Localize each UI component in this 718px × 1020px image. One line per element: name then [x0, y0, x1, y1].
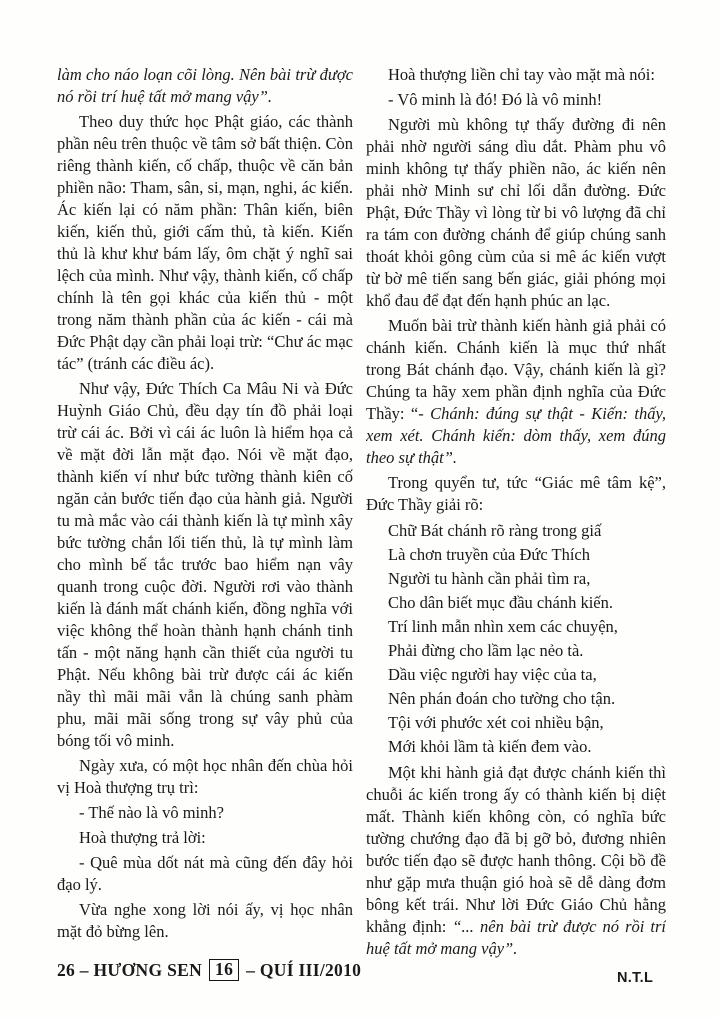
- dialogue-attribution: Hoà thượng liền chỉ tay vào mặt mà nói:: [388, 65, 655, 84]
- dialogue-line: - Vô minh là đó! Đó là vô minh!: [388, 90, 603, 109]
- verse-line: Người tu hành cần phải tìm ra,: [388, 569, 591, 588]
- verse-line: Trí linh mẫn nhìn xem các chuyện,: [388, 617, 618, 636]
- dialogue-line: - Thế nào là vô minh?: [79, 803, 224, 822]
- quote-continuation-paragraph: làm cho náo loạn cõi lòng. Nên bài trừ được nó rồi trí huệ tất mở mang vậy”.: [57, 65, 353, 106]
- story-closing-paragraph: Vừa nghe xong lời nói ấy, vị học nhân mặt đỏ bừng lên.: [57, 900, 353, 941]
- definition-lead-text: Muốn bài trừ thành kiến hành giả phải có chánh kiến. Chánh kiến là mục thứ nhất trong Bát chánh đạo. Vậy, chánh kiến là gì? Chúng ta hãy xem phần định nghĩa của Đức Thầy: “-: [366, 316, 666, 423]
- verse-line: Tội với phước xét coi nhiều bận,: [388, 713, 604, 732]
- verse-line: Là chơn truyền của Đức Thích: [388, 545, 590, 564]
- definition-paragraph: [366, 315, 666, 469]
- body-paragraph: Theo duy thức học Phật giáo, các thành phần nêu trên thuộc về tâm sở bất thiện. Còn riêng thành kiến, cố chấp, thuộc về căn bản phiền não: Tham, sân, si, mạn, nghi, ác kiến. Ác kiến lại có năm phần: Thân kiến, biên kiến, kiến thủ, giới cấm thủ, tà kiến. Kiến thủ là khư khư bám lấy, ôm chặt ý nghĩ sai lệch của mình. Như vậy, thành kiến, cố chấp chính là tên gọi khác của kiến thủ - một trong năm thành phần của ác kiến - cái mà Đức Phật dạy cần phải loại trừ: “Chư ác mạc tác” (tránh các điều ác).: [57, 112, 353, 373]
- footer-issue-label: 26 – HƯƠNG SEN: [57, 960, 203, 980]
- verse-intro-paragraph: Trong quyển tư, tức “Giác mê tâm kệ”, Đức Thầy giải rõ:: [366, 473, 666, 514]
- page-footer: [57, 959, 361, 981]
- author-initials: N.T.L: [617, 970, 654, 986]
- body-paragraph: Người mù không tự thấy đường đi nên phải nhờ người sáng dìu dắt. Phàm phu vô minh không tự thấy phiền não, ác kiến nên phải nhờ Minh sư chỉ lối dẫn đường. Đức Phật, Đức Thầy vì lòng từ bi vô lượng đã chỉ ra tám con đường chánh để giúp chúng sanh thoát khỏi gông cùm của si mê ác kiến vượt từ bờ mê tiến sang bến giác, giải phóng mọi khổ đau để đạt đến hạnh phúc an lạc.: [366, 115, 666, 310]
- conclusion-paragraph: [366, 762, 666, 960]
- definition-quote-text: Chánh: đúng sự thật - Kiến: thấy, xem xét. Chánh kiến: dòm thấy, xem đúng theo sự thật”.: [366, 404, 666, 467]
- verse-line: Phải đừng cho lầm lạc nẻo tà.: [388, 641, 584, 660]
- conclusion-lead-text: Một khi hành giả đạt được chánh kiến thì chuỗi ác kiến trong ấy có thành kiến bị diệt mất. Thành kiến không còn, có nghĩa bức tường chướng đạo đã bị gỡ bỏ, đương nhiên bước tiến đạo sẽ được hanh thông. Cội bồ đề như gặp mưa thuận gió hoà sẽ dễ dàng đơm bông kết trái. Như lời Đức Giáo Chủ hằng khẳng định:: [366, 763, 666, 936]
- verse-line: Dầu việc người hay việc của ta,: [388, 665, 597, 684]
- left-column: [57, 64, 353, 960]
- footer-quarter-label: – QUÍ III/2010: [246, 960, 362, 980]
- two-column-text-area: [57, 64, 666, 960]
- story-intro-paragraph: Ngày xưa, có một học nhân đến chùa hỏi vị Hoà thượng trụ trì:: [57, 756, 353, 797]
- verse-line: Cho dân biết mục đầu chánh kiến.: [388, 593, 613, 612]
- dialogue-line: - Quê mùa dốt nát mà cũng đến đây hỏi đạo lý.: [57, 853, 353, 894]
- verse-line: Nên phán đoán cho tường cho tận.: [388, 689, 616, 708]
- right-column: [366, 64, 666, 960]
- verse-block: [366, 519, 666, 759]
- verse-line: Mới khỏi lầm tà kiến đem vào.: [388, 737, 592, 756]
- conclusion-quote-text: “... nên bài trừ được nó rồi trí huệ tất mở mang vậy”.: [366, 917, 666, 958]
- dialogue-attribution: Hoà thượng trả lời:: [79, 828, 206, 847]
- body-paragraph: Như vậy, Đức Thích Ca Mâu Ni và Đức Huỳnh Giáo Chủ, đều dạy tín đồ phải loại trừ cái ác. Bởi vì cái ác luôn là hiểm họa cả về mặt đời lẫn mặt đạo. Nói về mặt đạo, thành kiến ví như bức tường thành kiên cố ngăn cản bước tiến đạo của hành giả. Người tu mà mắc vào cái thành kiến là tự mình xây bức tường chắn lối tiến thủ, là tự mình làm cho mình bế tắc trước bao hiểm nạn vây quanh trong cuộc đời. Người rơi vào thành kiến là đánh mất chánh kiến, đồng nghĩa với việc không thể hoàn thành hạnh chánh tinh tấn - một năng hạnh cần thiết của người tu Phật. Nếu không bài trừ được cái ác kiến nầy thì mãi mãi vẫn là chúng sanh phàm phu, mãi mãi sống trong sự vây phủ của bóng tối vô minh.: [57, 379, 353, 750]
- verse-line: Chữ Bát chánh rõ ràng trong giấ: [388, 521, 602, 540]
- issue-number-box: 16: [209, 959, 239, 981]
